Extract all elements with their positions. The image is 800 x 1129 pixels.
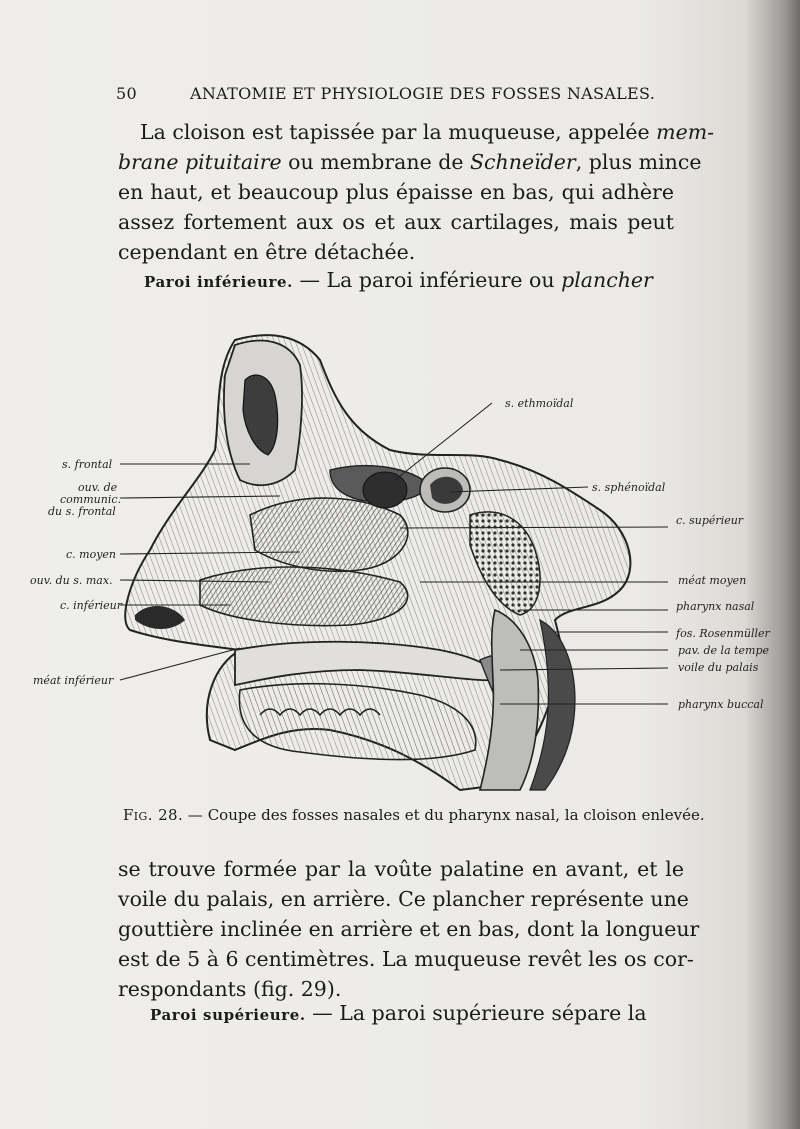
label-c-superieur: c. supérieur — [676, 514, 744, 527]
text-line: voile du palais, en arrière. Ce plancher représente une — [118, 887, 689, 911]
running-title: ANATOMIE ET PHYSIOLOGIE DES FOSSES NASALES. — [190, 84, 656, 103]
label-meat-moyen: méat moyen — [678, 574, 747, 587]
label-ouv-de: ouv. de — [78, 481, 118, 494]
section-text-italic: plancher — [561, 268, 653, 292]
label-meat-inferieur: méat inférieur — [33, 674, 114, 687]
section-heading-paroi-inferieure — [144, 268, 674, 292]
label-ouv-du-s-max: ouv. du s. max. — [30, 574, 113, 587]
text-line: en haut, et beaucoup plus épaisse en bas, qui adhère — [118, 180, 674, 204]
paragraph-cloison — [118, 117, 715, 267]
text-line: respondants (fig. 29). — [118, 977, 342, 1001]
label-s-frontal: s. frontal — [62, 458, 113, 471]
label-c-inferieur: c. inférieur — [60, 599, 122, 612]
section-heading-paroi-superieure — [150, 1001, 686, 1025]
text-line: cependant en être détachée. — [118, 240, 416, 264]
label-s-sphenoidal: s. sphénoïdal — [592, 481, 666, 494]
section-text: La paroi supérieure sépare la — [339, 1001, 647, 1025]
label-c-moyen: c. moyen — [66, 548, 117, 561]
text-line: est de 5 à 6 centimètres. La muqueuse revêt les os cor- — [118, 947, 694, 971]
em-dash: — — [312, 1001, 333, 1025]
figure-number: Fig. 28. — [123, 806, 184, 824]
label-du-s-frontal: du s. frontal — [48, 505, 116, 518]
section-title: Paroi supérieure. — [150, 1006, 306, 1024]
label-pharynx-buccal: pharynx buccal — [678, 698, 764, 711]
anatomical-figure — [0, 320, 800, 800]
caption-text: — Coupe des fosses nasales et du pharynx nasal, la cloison enlevée. — [187, 806, 705, 824]
page-number: 50 — [116, 84, 137, 103]
text-line: se trouve formée par la voûte palatine en avant, et le — [118, 857, 684, 881]
label-fos-rosenmuller: fos. Rosenmüller — [676, 627, 770, 640]
paragraph-plancher — [118, 854, 700, 1004]
label-voile-du-palais: voile du palais — [678, 661, 759, 674]
ethmoid-sinus — [363, 472, 407, 508]
label-communic: communic. — [60, 493, 121, 506]
text-line: La cloison est tapissée par la muqueuse, appelée mem- — [140, 120, 715, 144]
label-pav-de-la-trompe: pav. de la tempe — [678, 644, 770, 657]
text-line: gouttière inclinée en arrière et en bas, dont la longueur — [118, 917, 700, 941]
em-dash: — — [299, 268, 320, 292]
figure-caption — [123, 806, 705, 824]
section-text: La paroi inférieure ou — [326, 268, 555, 292]
text-line: assez fortement aux os et aux cartilages, mais peut — [118, 210, 674, 234]
text-line: brane pituitaire ou membrane de Schneïder, plus mince — [118, 150, 702, 174]
section-title: Paroi inférieure. — [144, 273, 293, 291]
label-pharynx-nasal: pharynx nasal — [676, 600, 755, 613]
label-s-ethmoidal: s. ethmoïdal — [505, 397, 574, 410]
